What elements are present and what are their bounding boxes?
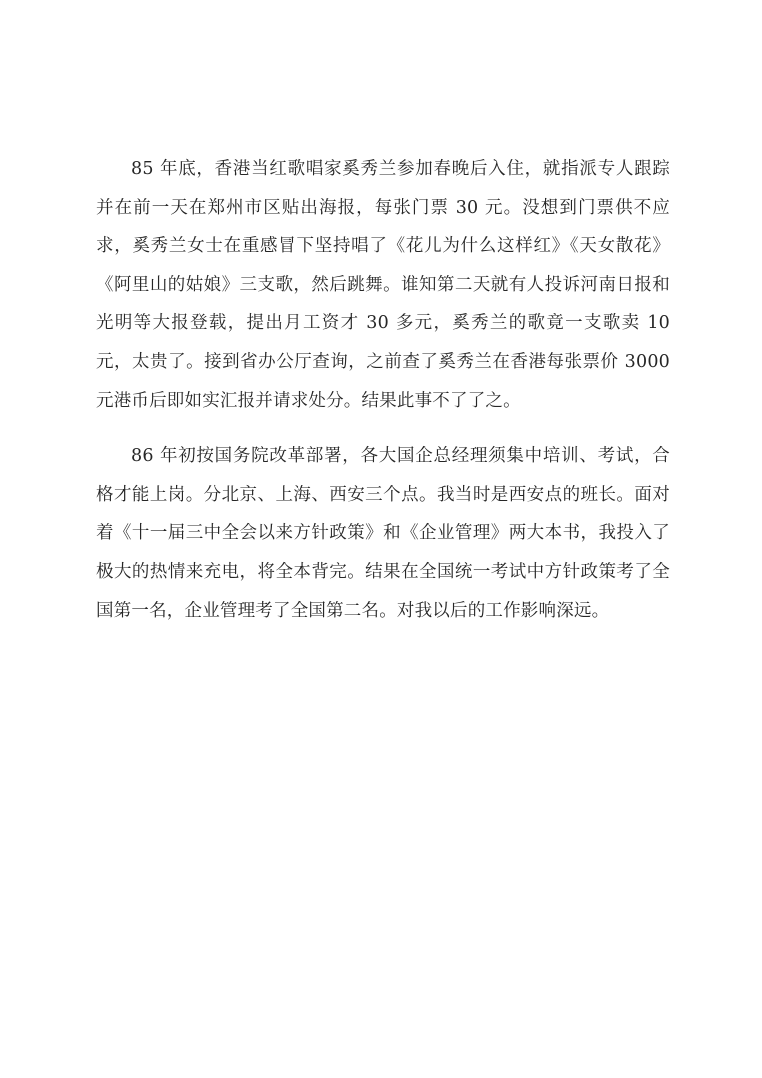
paragraph-2: 86 年初按国务院改革部署，各大国企总经理须集中培训、考试，合格才能上岗。分北京、上海、西安三个点。我当时是西安点的班长。面对着《十一届三中全会以来方针政策》和《企业管理》两大本书，我投入了极大的热情来充电，将全本背完。结果在全国统一考试中方针政策考了全国第一名，企业管理考了全国第二名。对我以后的工作影响深远。 — [96, 446, 670, 621]
document-body — [96, 150, 670, 630]
paragraph-1: 85 年底，香港当红歌唱家奚秀兰参加春晚后入住，就指派专人跟踪并在前一天在郑州市区贴出海报，每张门票 30 元。没想到门票供不应求，奚秀兰女士在重感冒下坚持唱了《花儿为什么这样红》《天女散花》《阿里山的姑娘》三支歌，然后跳舞。谁知第二天就有人投诉河南日报和光明等大报登载，提出月工资才 30 多元，奚秀兰的歌竟一支歌卖 10 元，太贵了。接到省办公厅查询，之前查了奚秀兰在香港每张票价 3000 元港币后即如实汇报并请求处分。结果此事不了了之。 — [96, 159, 670, 411]
